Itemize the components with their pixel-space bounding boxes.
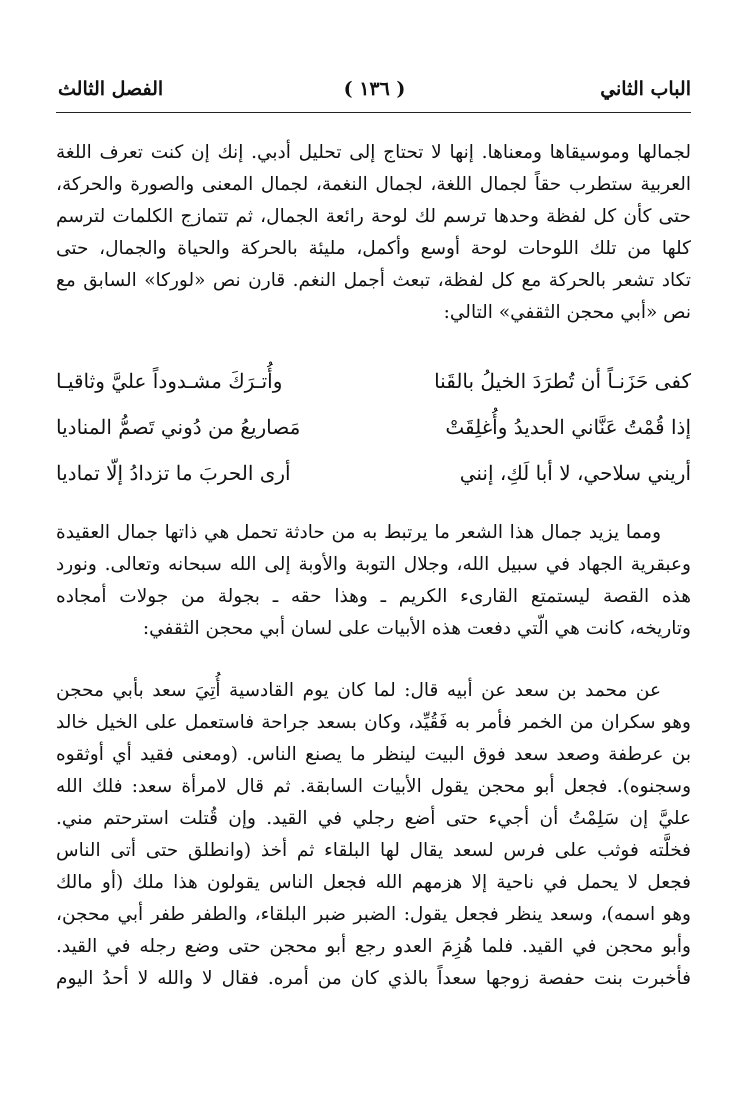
text-line: نص «أبي محجن الثقفي» التالي: <box>443 302 691 323</box>
text-line: كلها من تلك اللوحات لوحة أوسع وأكمل، مليئة بالحركة والحياة والجمال، حتى <box>56 238 691 259</box>
text-line: وتاريخه، كانت هي الّتي دفعت هذه الأبيات على لسان أبي محجن الثقفي: <box>142 618 691 639</box>
verse-first-hemistich: كفى حَزَنـاً أن تُطرَدَ الخيلُ بالقَنا <box>434 369 691 393</box>
text-line: وأبو محجن في القيد. فلما هُزِمَ العدو رجع أبو محجن حتى وضع رجله في القيد. <box>56 936 691 957</box>
text-line: وهو سكران من الخمر فأمر به فَقُيِّد، وكان بسعد جراحة فاستعمل على الخيل خالد <box>56 712 691 733</box>
page-number: ( ١٣٦ ) <box>343 78 406 100</box>
text-line: وسجنوه). فجعل أبو محجن يقول الأبيات السابقة. ثم قال لامرأة سعد: فلك الله <box>56 776 691 797</box>
verse-first-hemistich: أريني سلاحي، لا أبا لَكِ، إنني <box>459 461 691 485</box>
text-line: عليَّ إن سَلِمْتُ أن أجيء حتى أضع رجلي في القيد. وإن قُتلت استرحتم مني. <box>56 808 691 829</box>
header-rule <box>56 112 691 113</box>
verse-first-hemistich: إذا قُمْتُ عَنَّاني الحديدُ وأُغلِقَتْ <box>445 415 691 439</box>
verse-second-hemistich: مَصاريعُ من دُوني تَصمُّ المناديا <box>56 415 301 439</box>
poem-verse <box>56 412 691 442</box>
verse-second-hemistich: وأُتـرَكَ مشـدوداً عليَّ وثاقيـا <box>56 369 283 393</box>
text-line: فخلَّته فوثب على فرس لسعد يقال لها البلقاء ثم أخذ (وانطلق حتى أتى الناس <box>56 840 691 861</box>
text-line: هذه القصة ليستمتع القارىء الكريم ـ وهذا حقه ـ بجولة من جولات أمجاده <box>56 586 691 607</box>
text-line: عن محمد بن سعد عن أبيه قال: لما كان يوم القادسية أُتِيَ سعد بأبي محجن <box>56 680 661 701</box>
text-line: فجعل لا يحمل في ناحية إلا هزمهم الله فجعل الناس يقولون هذا ملك (أو مالك <box>56 872 691 893</box>
section-title: الفصل الثالث <box>58 78 164 100</box>
poem-verse <box>56 458 691 488</box>
text-line: وهو اسمه)، وسعد ينظر فجعل يقول: الضبر ضبر البلقاء، والطفر طفر أبي محجن، <box>56 904 691 925</box>
text-line: ومما يزيد جمال هذا الشعر ما يرتبط به من حادثة تحمل هي ذاتها جمال العقيدة <box>56 522 661 543</box>
verse-second-hemistich: أرى الحربَ ما تزدادُ إلّا تماديا <box>56 461 291 485</box>
text-line: حتى كأن كل لفظة وحدها ترسم لك لوحة رائعة الجمال، ثم تتمازج الكلمات لترسم <box>56 206 691 227</box>
text-line: تكاد تشعر بالحركة مع كل لفظة، تبعث أجمل النغم. قارن نص «لوركا» السابق مع <box>56 270 691 291</box>
running-header <box>58 78 691 110</box>
text-line: لجمالها وموسيقاها ومعناها. إنها لا تحتاج إلى تحليل أدبي. إنك إن كنت تعرف اللغة <box>56 142 691 163</box>
text-line: فأخبرت بنت حفصة زوجها سعداً بالذي كان من أمره. فقال لا والله لا أحدُ اليوم <box>56 968 691 989</box>
poem-verse <box>56 366 691 396</box>
text-line: العربية ستطرب حقاً لجمال اللغة، لجمال النغمة، لجمال المعنى والصورة والحركة، <box>56 174 691 195</box>
text-line: بن عرطفة وصعد سعد فوق البيت لينظر ما يصنع الناس. (ومعنى فقيد أي أوثقوه <box>56 744 691 765</box>
chapter-title: الباب الثاني <box>600 78 691 100</box>
text-line: وعبقرية الجهاد في سبيل الله، وجلال التوبة والأوبة إلى الله سبحانه وتعالى. ونورد <box>56 554 691 575</box>
